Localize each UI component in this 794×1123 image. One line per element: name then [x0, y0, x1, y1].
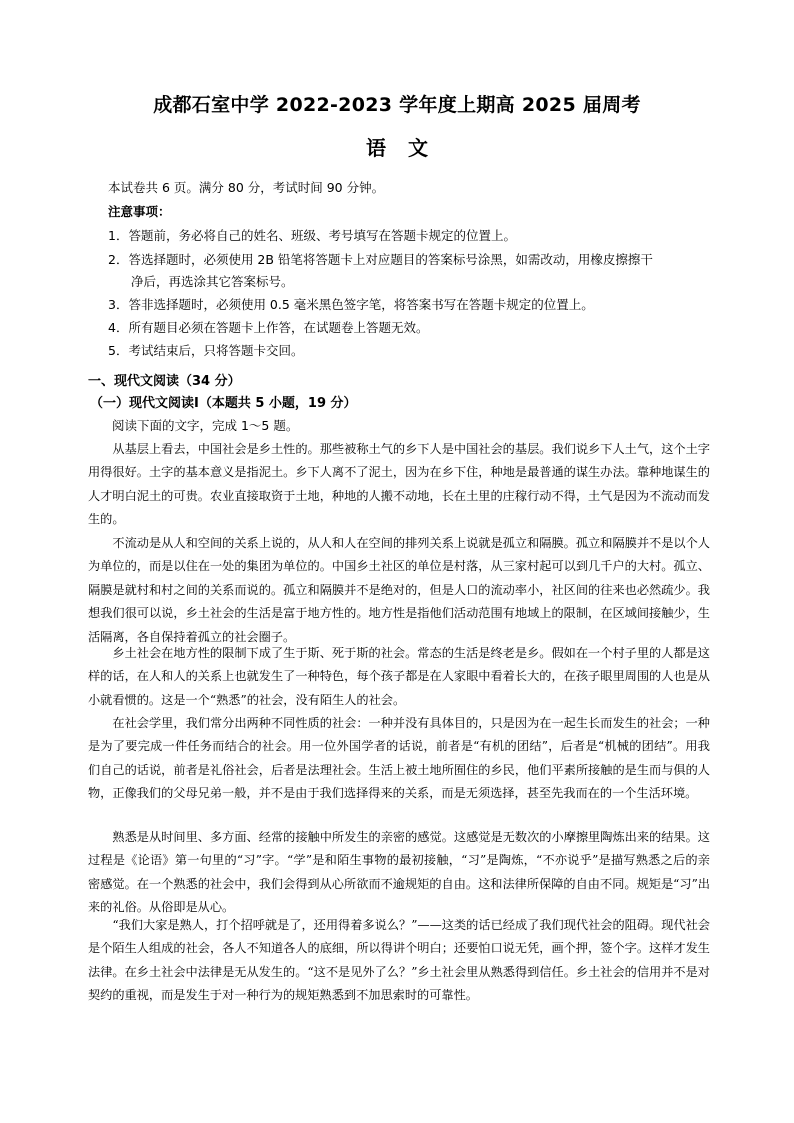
notice-heading: 注意事项： [108, 204, 171, 219]
notice-item: 3．答非选择题时，必须使用 0.5 毫米黑色签字笔，将答案书写在答题卡规定的位置上。 [108, 297, 594, 312]
passage-paragraph: 不流动是从人和空间的关系上说的，从人和人在空间的排列关系上说就是孤立和隔膜。孤立和隔膜并不是以个人为单位的，而是以住在一处的集团为单位的。中国乡土社区的单位是村落，从三家村起可以到几千户的大村。孤立、隔膜是就村和村之间的关系而说的。孤立和隔膜并不是绝对的，但是人口的流动率小，社区间的往来也必然疏少。我想我们很可以说，乡土社会的生活是富于地方性的。地方性是指他们活动范围有地域上的限制，在区域间接触少，生活隔离，各自保持着孤立的社会圈子。 [88, 536, 710, 644]
reading-directive: 阅读下面的文字，完成 1～5 题。 [112, 418, 299, 433]
notice-item: 5．考试结束后，只将答题卡交回。 [108, 343, 304, 358]
subsection-heading: （一）现代文阅读Ⅰ（本题共 5 小题，19 分） [90, 396, 357, 411]
notice-item-continuation: 净后，再选涂其它答案标号。 [131, 274, 294, 289]
notice-item: 4．所有题目必须在答题卡上作答，在试题卷上答题无效。 [108, 320, 429, 335]
exam-intro: 本试卷共 6 页。满分 80 分，考试时间 90 分钟。 [108, 180, 385, 195]
passage-paragraph: 熟悉是从时间里、多方面、经常的接触中所发生的亲密的感觉。这感觉是无数次的小摩擦里陶炼出来的结果。这过程是《论语》第一句里的“习”字。“学”是和陌生事物的最初接触，“习”是陶炼，“不亦说乎”是描写熟悉之后的亲密感觉。在一个熟悉的社会中，我们会得到从心所欲而不逾规矩的自由。这和法律所保障的自由不同。规矩是“习”出来的礼俗。从俗即是从心。 [88, 830, 710, 915]
passage-paragraph: 从基层上看去，中国社会是乡土性的。那些被称土气的乡下人是中国社会的基层。我们说乡下人土气，这个土字用得很好。土字的基本意义是指泥土。乡下人离不了泥土，因为在乡下住，种地是最普通的谋生办法。靠种地谋生的人才明白泥土的可贵。农业直接取资于土地，种地的人搬不动地，长在土里的庄稼行动不得，土气是因为不流动而发生的。 [88, 442, 710, 527]
passage-paragraph: 乡土社会在地方性的限制下成了生于斯、死于斯的社会。常态的生活是终老是乡。假如在一个村子里的人都是这样的话，在人和人的关系上也就发生了一种特色，每个孩子都是在人家眼中看着长大的，在孩子眼里周围的人也是从小就看惯的。这是一个“熟悉”的社会，没有陌生人的社会。 [88, 646, 710, 707]
subject-title: 语文 [366, 136, 450, 160]
exam-title: 成都石室中学 2022-2023 学年度上期高 2025 届周考 [153, 94, 641, 116]
passage-paragraph: “我们大家是熟人，打个招呼就是了，还用得着多说么？”——这类的话已经成了我们现代社会的阻碍。现代社会是个陌生人组成的社会，各人不知道各人的底细，所以得讲个明白；还要怕口说无凭，画个押，签个字。这样才发生法律。在乡土社会中法律是无从发生的。“这不是见外了么？”乡土社会里从熟悉得到信任。乡土社会的信用并不是对契约的重视，而是发生于对一种行为的规矩熟悉到不加思索时的可靠性。 [88, 918, 710, 1003]
section-heading: 一、现代文阅读（34 分） [88, 374, 241, 389]
passage-paragraph: 在社会学里，我们常分出两种不同性质的社会：一种并没有具体目的，只是因为在一起生长而发生的社会；一种是为了要完成一件任务而结合的社会。用一位外国学者的话说，前者是“有机的团结”，后者是“机械的团结”。用我们自己的话说，前者是礼俗社会，后者是法理社会。生活上被土地所囿住的乡民，他们平素所接触的是生而与俱的人物，正像我们的父母兄弟一般，并不是由于我们选择得来的关系，而是无须选择，甚至先我而在的一个生活环境。 [88, 716, 710, 801]
notice-item: 2．答选择题时，必须使用 2B 铅笔将答题卡上对应题目的答案标号涂黑，如需改动，用橡皮擦擦干 [108, 252, 653, 267]
notice-item: 1．答题前，务必将自己的姓名、班级、考号填写在答题卡规定的位置上。 [108, 228, 516, 243]
